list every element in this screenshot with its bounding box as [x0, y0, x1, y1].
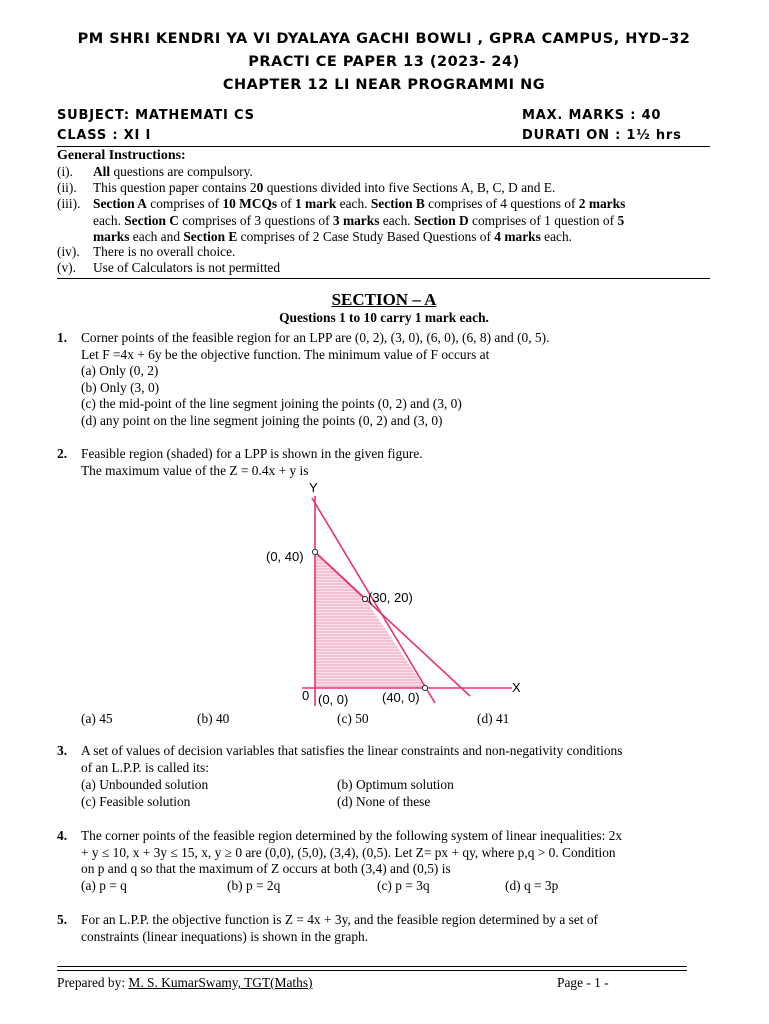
question-text: A set of values of decision variables that satisfies the linear constraints and non-negativity conditions	[81, 743, 623, 758]
question-3-options	[57, 777, 717, 811]
footer	[57, 975, 707, 991]
section-subtitle: Questions 1 to 10 carry 1 mark each.	[279, 310, 489, 325]
option-c: (c) p = 3q	[377, 878, 430, 893]
option-a: (a) p = q	[81, 878, 127, 893]
question-text: of an L.P.P. is called its:	[81, 759, 209, 775]
instruction-line: each. Section C comprises of 3 questions of 3 marks each. Section D comprises of 1 question of 5	[93, 212, 625, 228]
question-number: 1.	[57, 330, 68, 345]
question-number: 3.	[57, 743, 68, 758]
option-d: (d) 41	[477, 711, 510, 726]
instruction-number: (v).	[57, 260, 76, 275]
instruction-number: (i).	[57, 164, 73, 179]
question-number: 4.	[57, 828, 68, 843]
chapter-title: CHAPTER 12 LI NEAR PROGRAMMI NG	[222, 77, 546, 93]
corner-point	[362, 596, 367, 601]
question-text: constraints (linear inequations) is shown in the graph.	[81, 928, 369, 944]
corner-point	[422, 685, 427, 690]
question-2-options	[57, 711, 717, 727]
option-d: (d) q = 3p	[505, 878, 559, 893]
option-b: (b) 40	[197, 711, 230, 726]
corner-point	[312, 549, 317, 554]
section-title: SECTION – A	[331, 290, 437, 309]
instruction-line: marks each and Section E comprises of 2 Case Study Based Questions of 4 marks each.	[93, 229, 573, 244]
question-text: Feasible region (shaded) for a LPP is shown in the given figure.	[81, 446, 423, 461]
footer-rule	[57, 970, 687, 971]
option-d: (d) any point on the line segment joining the points (0, 2) and (3, 0)	[81, 412, 443, 428]
instruction-line: Section A comprises of 10 MCQs of 1 mark each. Section B comprises of 4 questions of 2 marks	[93, 196, 626, 211]
y-axis-label: Y	[309, 480, 318, 495]
question-text: For an L.P.P. the objective function is Z = 4x + 3y, and the feasible region determined by a set of	[81, 912, 599, 927]
header-divider	[57, 146, 710, 147]
max-marks-label: MAX. MARKS : 40	[522, 108, 662, 123]
point-label: (30, 20)	[368, 590, 413, 605]
option-c: (c) Feasible solution	[81, 794, 191, 809]
feasible-region-figure	[266, 478, 540, 710]
paper-title: PRACTI CE PAPER 13 (2023- 24)	[248, 54, 520, 70]
option-a: (a) Only (0, 2)	[81, 363, 159, 378]
subject-label: SUBJECT: MATHEMATI CS	[57, 108, 255, 123]
instruction-text: There is no overall choice.	[93, 244, 236, 259]
question-text: The corner points of the feasible region determined by the following system of linear inequalities: 2x	[81, 828, 623, 843]
question-text: Let F =4x + 6y be the objective function. The minimum value of F occurs at	[81, 346, 490, 362]
point-label: (0, 0)	[318, 692, 349, 707]
instruction-text: Use of Calculators is not permitted	[93, 260, 281, 275]
class-label: CLASS : XI I	[57, 128, 152, 143]
instructions-divider	[57, 278, 710, 279]
prepared-by-label: Prepared by:	[57, 975, 129, 990]
instruction-text: All questions are compulsory.	[93, 164, 253, 179]
question-text: Corner points of the feasible region for an LPP are (0, 2), (3, 0), (6, 0), (6, 8) and (0, 5).	[81, 330, 550, 345]
instruction-number: (iii).	[57, 196, 81, 211]
option-b: (b) Only (3, 0)	[81, 379, 160, 395]
question-number: 5.	[57, 912, 68, 927]
point-label: (40, 0)	[382, 690, 420, 705]
footer-rule	[57, 966, 687, 967]
x-axis-label: X	[512, 680, 521, 695]
option-c: (c) the mid-point of the line segment joining the points (0, 2) and (3, 0)	[81, 396, 462, 411]
option-a: (a) 45	[81, 711, 113, 726]
option-c: (c) 50	[337, 711, 369, 726]
instruction-text	[93, 196, 753, 246]
question-4-options	[57, 878, 717, 894]
question-text: + y ≤ 10, x + 3y ≤ 15, x, y ≥ 0 are (0,0), (5,0), (3,4), (0,5). Let Z= px + qy, where p,q > 0. Condition	[81, 844, 616, 860]
origin-label: 0	[302, 688, 310, 703]
instructions-title: General Instructions:	[57, 148, 186, 163]
instruction-number: (ii).	[57, 180, 77, 195]
instruction-text: This question paper contains 20 questions divided into five Sections A, B, C, D and E.	[93, 180, 556, 195]
option-a: (a) Unbounded solution	[81, 777, 209, 792]
option-b: (b) Optimum solution	[337, 777, 454, 792]
question-text: on p and q so that the maximum of Z occurs at both (3,4) and (0,5) is	[81, 861, 451, 876]
school-name: PM SHRI KENDRI YA VI DYALAYA GACHI BOWLI , GPRA CAMPUS, HYD–32	[77, 31, 691, 47]
option-d: (d) None of these	[337, 794, 431, 809]
question-number: 2.	[57, 446, 68, 461]
shaded-feasible-region	[315, 552, 425, 688]
question-text: The maximum value of the Z = 0.4x + y is	[81, 462, 309, 478]
author-name: M. S. KumarSwamy, TGT(Maths)	[128, 975, 313, 990]
page-number: Page - 1 -	[557, 975, 609, 990]
option-b: (b) p = 2q	[227, 878, 281, 893]
instruction-number: (iv).	[57, 244, 80, 259]
duration-label: DURATI ON : 1½ hrs	[522, 128, 682, 143]
point-label: (0, 40)	[266, 549, 304, 564]
